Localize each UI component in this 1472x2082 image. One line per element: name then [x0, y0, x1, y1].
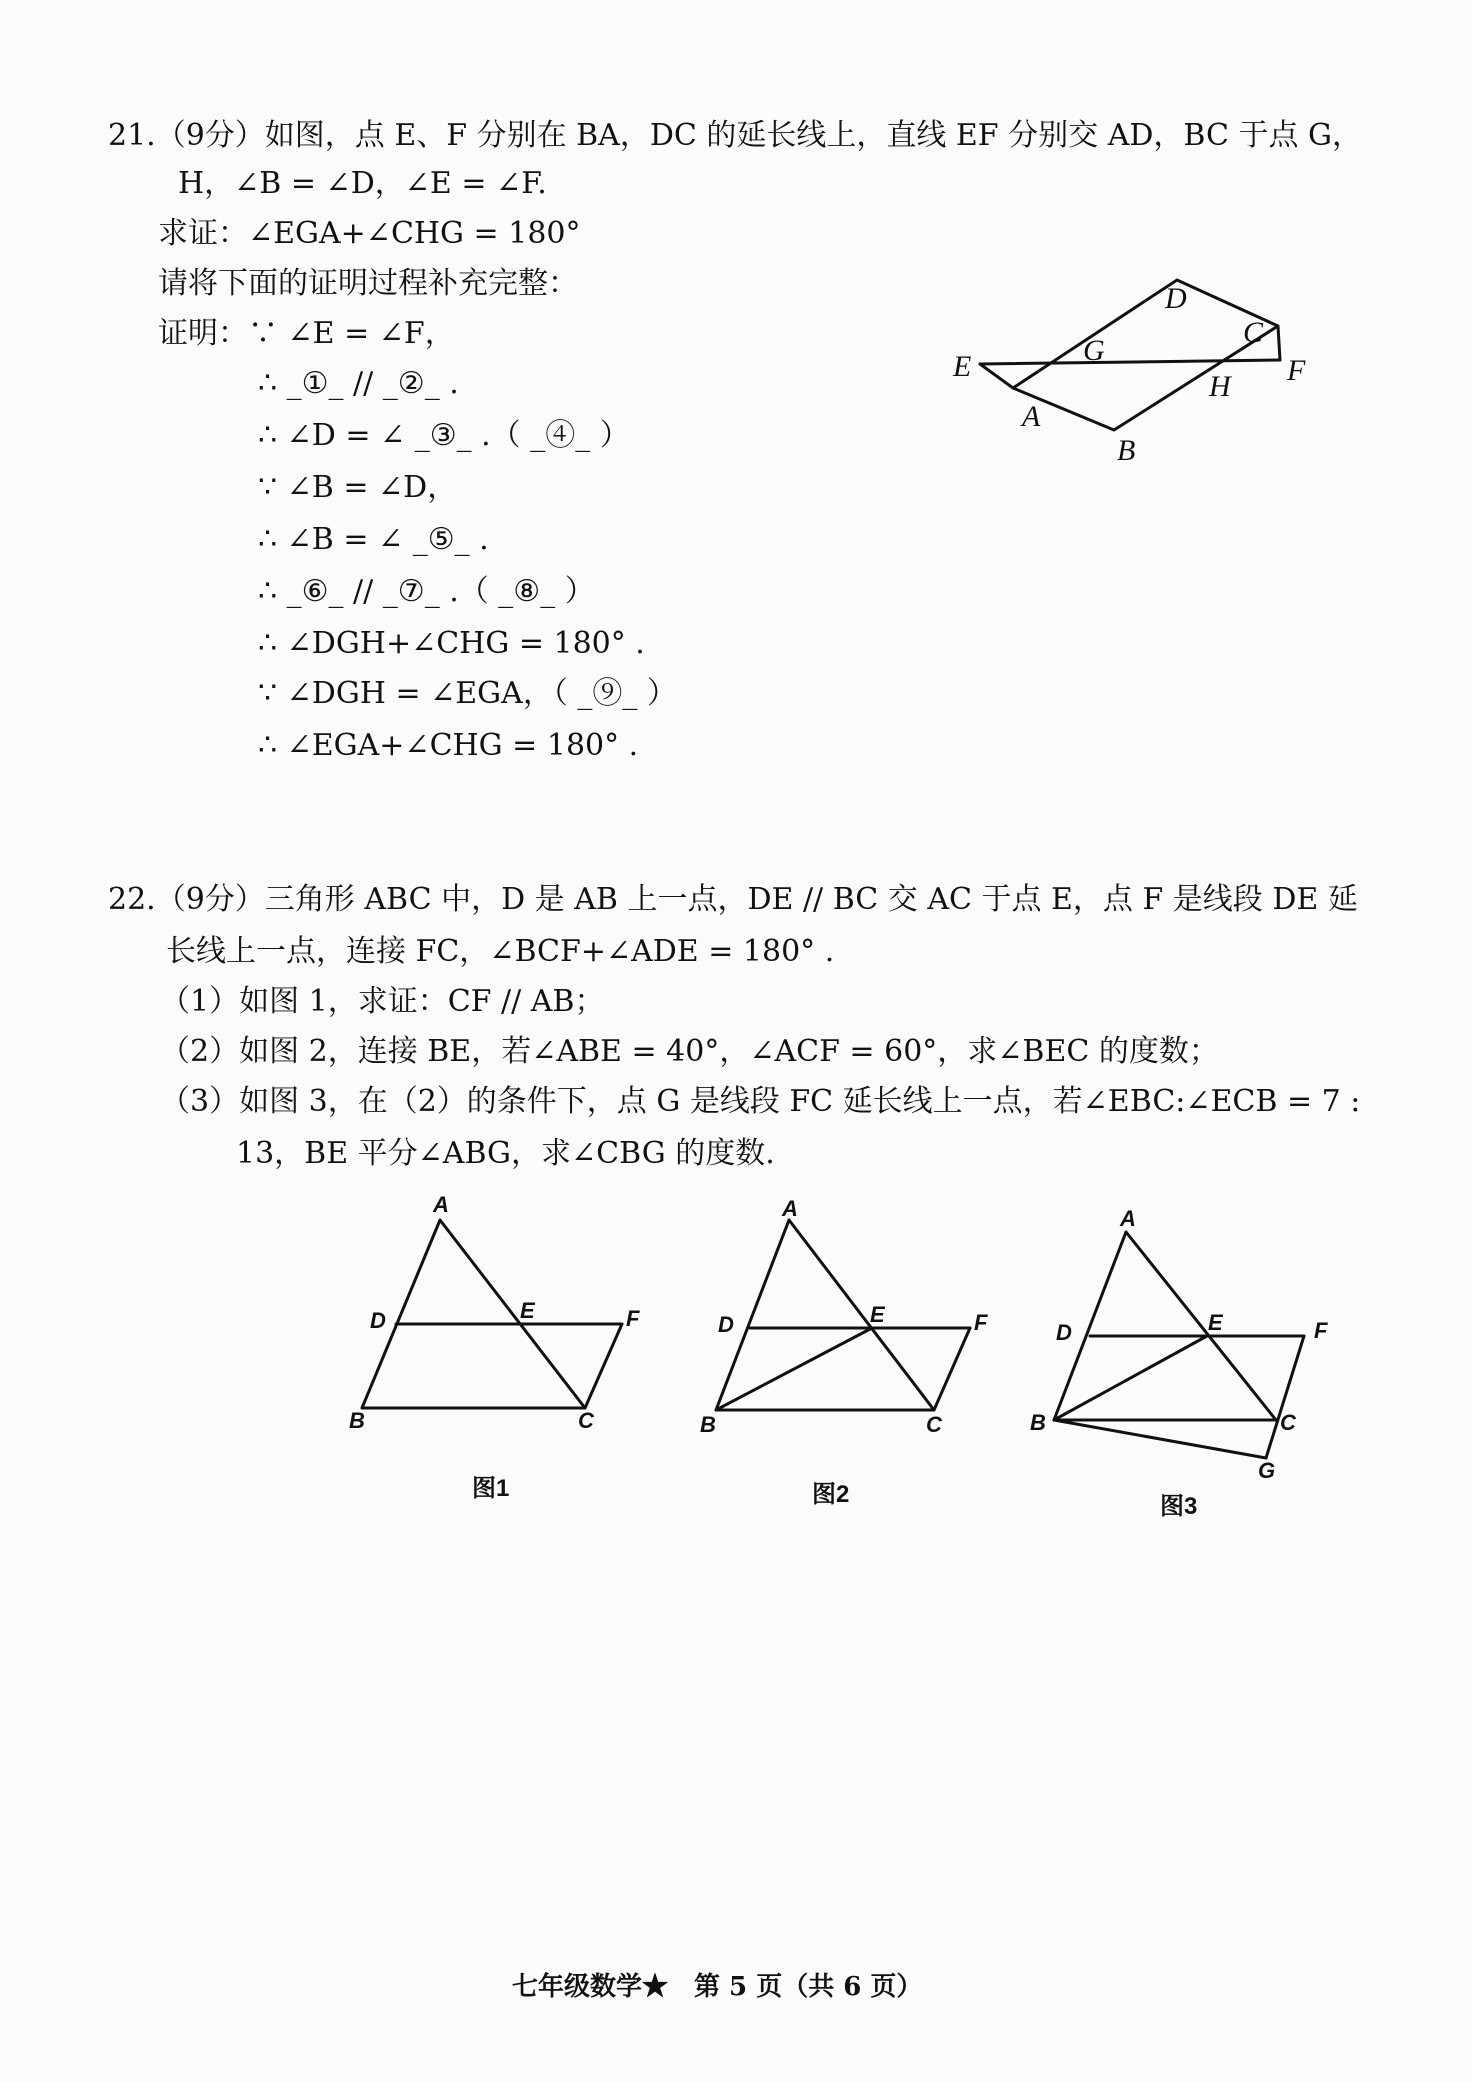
fig2-label-F: F [974, 1310, 988, 1335]
q21-step-6: ∴ _⑥_ // _⑦_ .（ _⑧_ ） [258, 574, 595, 609]
q21-label-H: H [1209, 370, 1231, 403]
triangle-abc [362, 1220, 585, 1408]
fig3-label-B: B [1030, 1410, 1046, 1435]
q21-step-7: ∴ ∠DGH+∠CHG = 180° . [258, 626, 645, 661]
segment-be [716, 1328, 872, 1410]
q22-line2: 长线上一点，连接 FC，∠BCF+∠ADE = 180° . [166, 934, 835, 969]
fig3-label-F: F [1314, 1318, 1328, 1343]
q22-part2: （2）如图 2，连接 BE，若∠ABE = 40°，∠ACF = 60°，求∠BEC 的度数； [160, 1034, 1219, 1069]
q21-step-5: ∴ ∠B = ∠ _⑤_ . [258, 522, 489, 557]
fig3-caption: 图3 [1160, 1493, 1198, 1520]
q21-step-8: ∵ ∠DGH = ∠EGA，（ _⑨_ ） [258, 676, 677, 711]
segment-fc [934, 1328, 970, 1410]
q22-part3b: 13，BE 平分∠ABG，求∠CBG 的度数. [236, 1136, 775, 1171]
fig1-label-D: D [370, 1308, 386, 1333]
q22-line1: 22.（9分）三角形 ABC 中，D 是 AB 上一点，DE // BC 交 AC 于点 E，点 F 是线段 DE 延 [108, 882, 1358, 917]
line-ef [980, 360, 1280, 364]
q21-label-E: E [953, 350, 972, 383]
segment-bg [1054, 1420, 1266, 1458]
fig3-label-C: C [1280, 1410, 1296, 1435]
q21-prove: 求证：∠EGA+∠CHG = 180° [158, 216, 581, 251]
q21-line2: H，∠B = ∠D，∠E = ∠F. [178, 166, 547, 201]
figure-1 [340, 1200, 660, 1430]
triangle-abc [716, 1220, 934, 1410]
fig2-label-C: C [926, 1412, 942, 1437]
q21-step-4: ∵ ∠B = ∠D， [258, 470, 458, 505]
fig2-caption: 图2 [812, 1481, 850, 1508]
fig1-caption: 图1 [472, 1475, 510, 1502]
q21-label-B: B [1117, 434, 1136, 467]
segment-ea [980, 364, 1013, 388]
q21-step-2: ∴ _①_ // _②_ . [258, 366, 459, 401]
segment-fc [585, 1324, 622, 1408]
page-footer: 七年级数学★ 第 5 页（共 6 页） [512, 1972, 923, 2002]
q21-line1: 21.（9分）如图，点 E、F 分别在 BA，DC 的延长线上，直线 EF 分别交 AD，BC 于点 G， [108, 118, 1363, 153]
q22-part1: （1）如图 1，求证：CF // AB； [160, 984, 605, 1019]
fig1-label-E: E [520, 1298, 535, 1323]
triangle-abc [1054, 1232, 1276, 1420]
fig1-label-C: C [578, 1408, 594, 1433]
parallelogram-abcd [1013, 280, 1278, 430]
segment-cf [1278, 326, 1280, 360]
fig2-label-D: D [718, 1312, 734, 1337]
figure-2 [700, 1200, 1020, 1430]
segment-fg [1266, 1336, 1304, 1458]
fig2-label-B: B [700, 1412, 716, 1437]
q21-label-A: A [1022, 400, 1041, 433]
fig1-label-A: A [433, 1192, 449, 1217]
q21-step-1: 证明：∵ ∠E = ∠F， [158, 316, 455, 351]
q21-instruction: 请将下面的证明过程补充完整： [158, 266, 578, 301]
fig2-label-A: A [782, 1196, 798, 1221]
q21-label-D: D [1165, 282, 1187, 315]
fig2-label-E: E [870, 1302, 885, 1327]
fig1-label-B: B [349, 1408, 365, 1433]
q21-step-9: ∴ ∠EGA+∠CHG = 180° . [258, 728, 639, 763]
figure-3 [1040, 1210, 1360, 1470]
segment-be [1054, 1336, 1207, 1420]
q21-label-G: G [1083, 334, 1105, 367]
fig1-label-F: F [626, 1306, 640, 1331]
q21-step-3: ∴ ∠D = ∠ _③_ .（ _④_ ） [258, 418, 630, 453]
q22-part3a: （3）如图 3，在（2）的条件下，点 G 是线段 FC 延长线上一点，若∠EBC:∠ECB = 7 : [160, 1084, 1361, 1119]
fig3-label-D: D [1056, 1320, 1072, 1345]
fig3-label-E: E [1208, 1310, 1223, 1335]
fig3-label-A: A [1120, 1206, 1136, 1231]
q21-label-C: C [1243, 316, 1264, 349]
fig3-label-G: G [1258, 1458, 1276, 1483]
q21-label-F: F [1287, 354, 1306, 387]
